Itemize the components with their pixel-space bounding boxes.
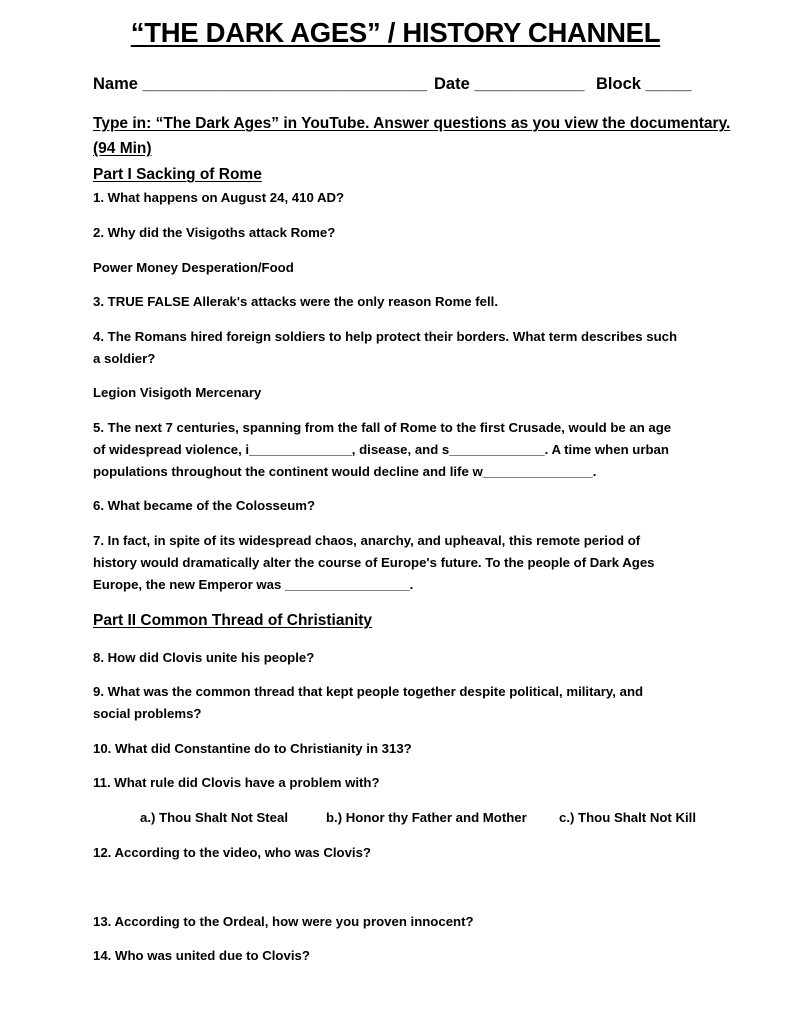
question-4-line-1: 4. The Romans hired foreign soldiers to help protect their borders. What term describes such bbox=[93, 329, 678, 344]
question-12: 12. According to the video, who was Clovis? bbox=[93, 845, 371, 860]
question-8: 8. How did Clovis unite his people? bbox=[93, 650, 315, 665]
question-7-line-2: history would dramatically alter the course of Europe's future. To the people of Dark Ages bbox=[93, 555, 655, 570]
part2-heading: Part II Common Thread of Christianity bbox=[93, 612, 373, 629]
question-9-line-1: 9. What was the common thread that kept people together despite political, military, and bbox=[93, 684, 644, 699]
name-field: Name _______________________________ bbox=[93, 75, 427, 93]
question-5-line-1: 5. The next 7 centuries, spanning from the fall of Rome to the first Crusade, would be an age bbox=[93, 420, 672, 435]
question-6: 6. What became of the Colosseum? bbox=[93, 498, 316, 513]
block-field: Block _____ bbox=[596, 75, 692, 93]
question-5-line-2: of widespread violence, i______________, disease, and s_____________. A time when urban bbox=[93, 442, 669, 457]
question-2: 2. Why did the Visigoths attack Rome? bbox=[93, 225, 336, 240]
question-7-line-1: 7. In fact, in spite of its widespread chaos, anarchy, and upheaval, this remote period of bbox=[93, 533, 641, 548]
question-11-option-b: b.) Honor thy Father and Mother bbox=[326, 810, 527, 825]
question-13: 13. According to the Ordeal, how were you proven innocent? bbox=[93, 914, 474, 929]
question-4-line-2: a soldier? bbox=[93, 351, 156, 366]
question-11-option-c: c.) Thou Shalt Not Kill bbox=[559, 810, 696, 825]
instructions-line-2: (94 Min) bbox=[93, 140, 152, 157]
part1-heading: Part I Sacking of Rome bbox=[93, 166, 262, 183]
date-field: Date ____________ bbox=[434, 75, 585, 93]
question-3: 3. TRUE FALSE Allerak's attacks were the only reason Rome fell. bbox=[93, 294, 499, 309]
instructions-line-1: Type in: “The Dark Ages” in YouTube. Answer questions as you view the documentary. bbox=[93, 115, 731, 132]
question-1: 1. What happens on August 24, 410 AD? bbox=[93, 190, 345, 205]
question-5-line-3: populations throughout the continent would decline and life w_______________. bbox=[93, 464, 597, 479]
page-title: “THE DARK AGES” / HISTORY CHANNEL bbox=[130, 17, 661, 48]
question-7-line-3: Europe, the new Emperor was _________________. bbox=[93, 577, 414, 592]
question-11: 11. What rule did Clovis have a problem with? bbox=[93, 775, 380, 790]
question-11-option-a: a.) Thou Shalt Not Steal bbox=[140, 810, 288, 825]
question-14: 14. Who was united due to Clovis? bbox=[93, 948, 310, 963]
question-2-options: Power Money Desperation/Food bbox=[93, 260, 294, 275]
question-10: 10. What did Constantine do to Christianity in 313? bbox=[93, 741, 412, 756]
question-9-line-2: social problems? bbox=[93, 706, 202, 721]
question-4-options: Legion Visigoth Mercenary bbox=[93, 385, 262, 400]
